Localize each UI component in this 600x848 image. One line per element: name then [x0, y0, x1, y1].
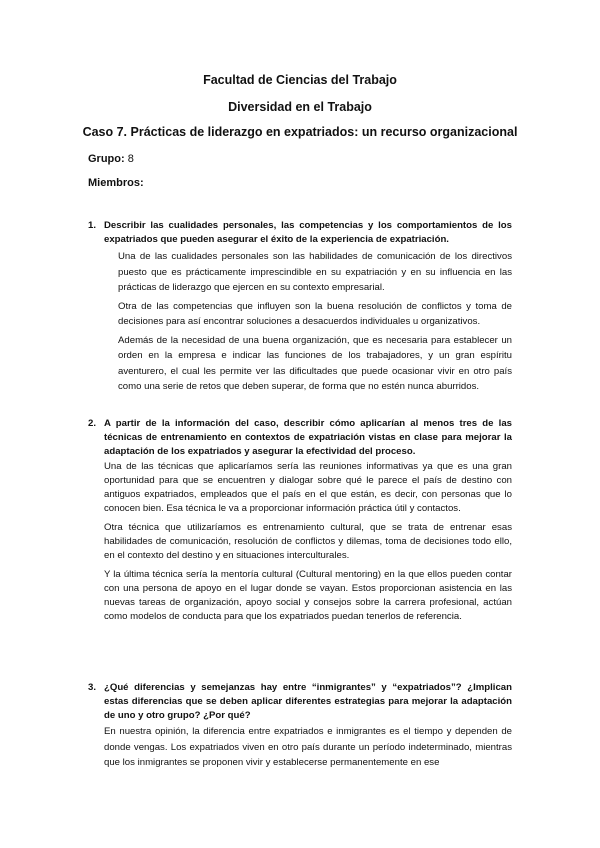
- answer-paragraph: Y la última técnica sería la mentoría cultural (Cultural mentoring) en la que ellos pueden contar con una persona de apoyo en el lugar donde se vayan. Estos proporcionan asistencia en las nuevas tareas de organización, apoyo social y consejos sobre la carrera profesional, actúan como modelos de conducta para que los expatriados puedan tenerlos de referencia.: [104, 569, 512, 622]
- answer-paragraph: Además de la necesidad de una buena organización, que es necesaria para establecer un orden en la empresa e indicar las funciones de los trabajadores, y un gran espíritu aventurero, el cual les permite ver las dificultades que puede ocasionar vivir en otro país como una serie de retos que deben superar, de forma que no estén nunca aburridos.: [118, 334, 512, 392]
- question-number: 3.: [88, 682, 97, 693]
- answer-paragraph: Otra técnica que utilizaríamos es entrenamiento cultural, que se trata de entrenar esas habilidades de comunicación, resolución de conflictos y dilemas, toma de decisiones todo ello, en el contexto del destino y en situaciones interculturales.: [104, 522, 512, 561]
- group-value: 8: [127, 153, 134, 165]
- question-title: ¿Qué diferencias y semejanzas hay entre “inmigrantes” y “expatriados”? ¿Implican estas diferencias que se deben aplicar diferentes estrategias para mejorar la adaptación de uno y otro grupo? ¿Por qué?: [104, 682, 512, 721]
- case-title: Caso 7. Prácticas de liderazgo en expatriados: un recurso organizacional: [82, 125, 518, 139]
- question-title: Describir las cualidades personales, las competencias y los comportamientos de los expatriados que pueden asegurar el éxito de la experiencia de expatriación.: [104, 220, 512, 245]
- question-2: [88, 417, 512, 624]
- question-number: 2.: [88, 418, 97, 429]
- answer-paragraph: Otra de las competencias que influyen son la buena resolución de conflictos y toma de decisiones para así encontrar soluciones a desacuerdos individuales u organizativos.: [118, 300, 512, 327]
- group-field: [88, 153, 134, 165]
- answer-paragraph: En nuestra opinión, la diferencia entre expatriados e inmigrantes es el tiempo y dependen de donde vengas. Los expatriados viven en otro país durante un período indeterminado, mientras que los inmigrantes se proponen vivir y establecerse permanentemente en ese: [104, 726, 512, 768]
- members-label: Miembros:: [88, 177, 144, 189]
- question-number: 1.: [88, 220, 97, 231]
- answer: [104, 724, 512, 771]
- question-1: [88, 219, 512, 395]
- faculty-title: Facultad de Ciencias del Trabajo: [203, 73, 397, 87]
- answer-paragraph: Una de las técnicas que aplicaríamos sería las reuniones informativas ya que es una gran oportunidad para que se encuentren y dialogar sobre qué le parece el país de destino con antiguos expatriados, empleados que el país en el que están, es decir, con personas que lo conocen bien. Esa técnica le va a proporcionar información práctica útil y contactos.: [104, 461, 512, 514]
- question-title: A partir de la información del caso, describir cómo aplicarían al menos tres de las técnicas de entrenamiento en contextos de expatriación vistas en clase para mejorar la adaptación de los expatriados y asegurar la efectividad del proceso.: [104, 418, 512, 457]
- question-3: [88, 681, 512, 771]
- answer: [118, 249, 512, 395]
- answer: [104, 460, 512, 624]
- course-title: Diversidad en el Trabajo: [228, 100, 372, 114]
- group-label: Grupo:: [88, 153, 125, 165]
- answer-paragraph: Una de las cualidades personales son las habilidades de comunicación de los directivos puesto que es prácticamente imprescindible en su expatriación y en su influencia en las prácticas de liderazgo que ejercen en su contexto empresarial.: [118, 251, 512, 293]
